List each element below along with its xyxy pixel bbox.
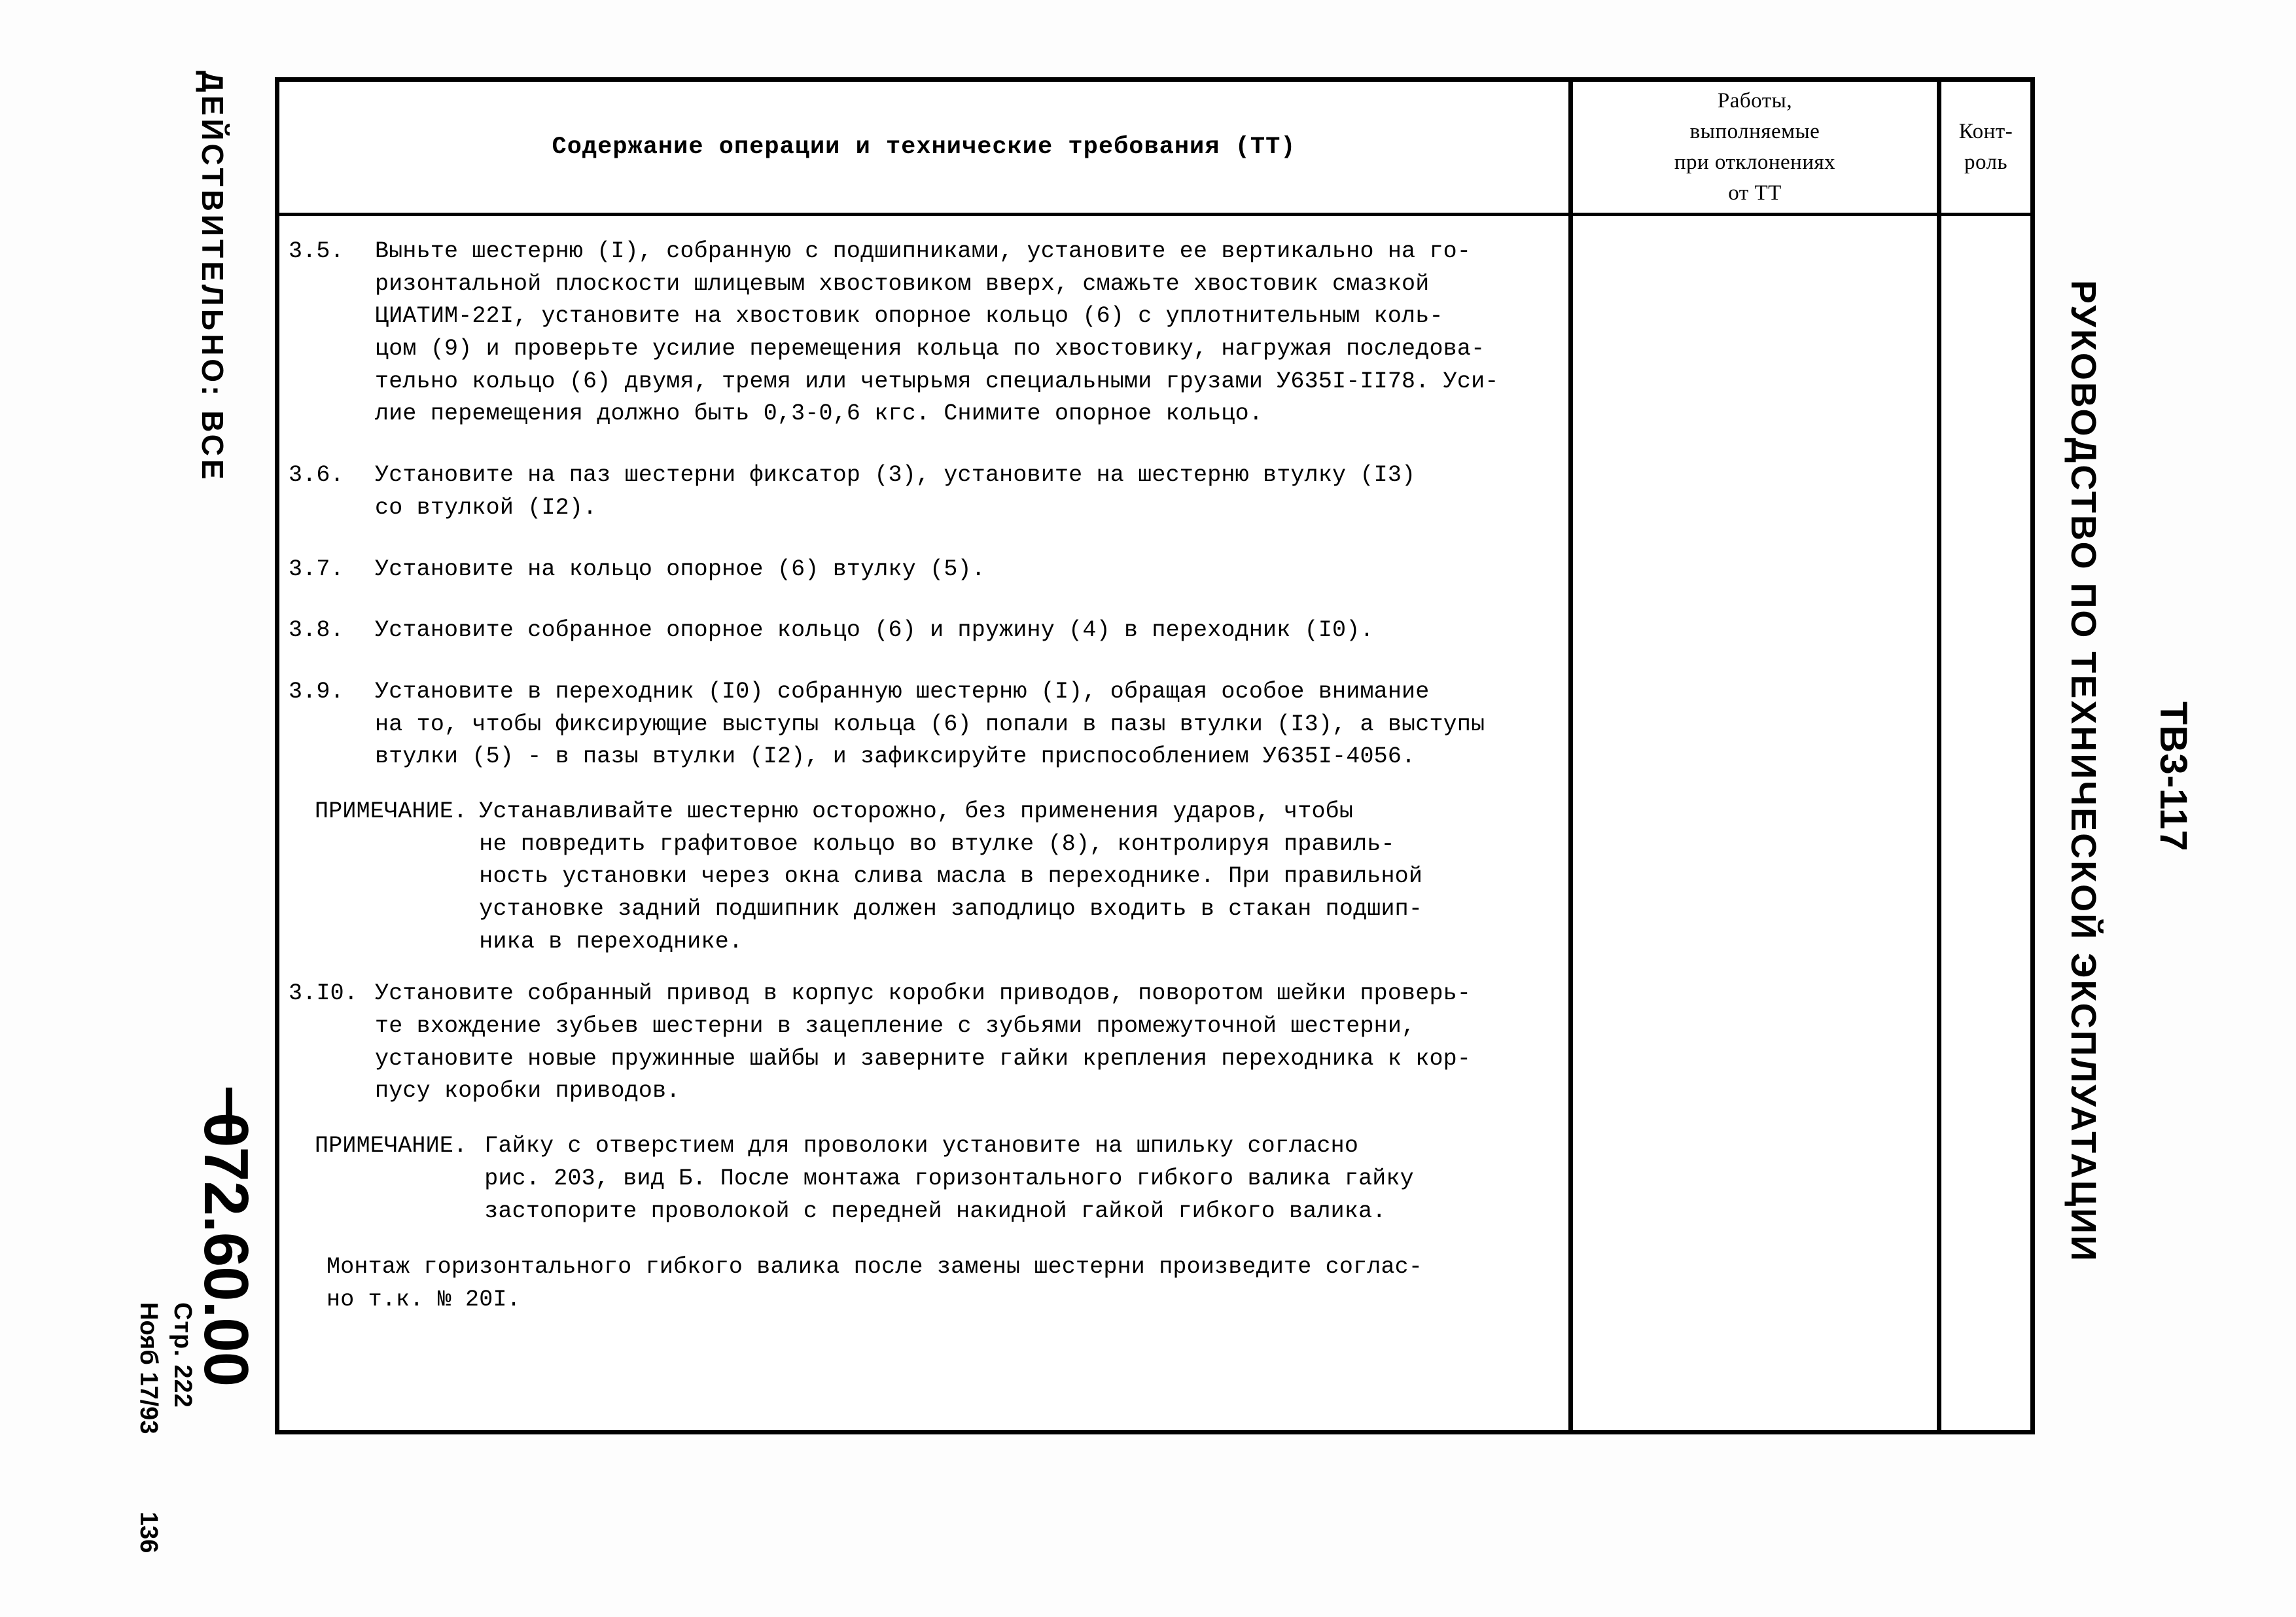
item-line: Установите на паз шестерни фиксатор (3), установите на шестерню втулку (I3) [375, 462, 1416, 489]
procedure-item-3-10 [289, 978, 1557, 1108]
table-header-row [279, 82, 2030, 216]
note-text [484, 1130, 1557, 1228]
closing-line: но т.к. № 20I. [327, 1286, 521, 1313]
note-line: установке задний подшипник должен заподлицо входить в стакан подшип- [479, 896, 1423, 922]
item-text [375, 676, 1557, 773]
item-line: Установите собранный привод в корпус коробки приводов, поворотом шейки проверь- [375, 980, 1472, 1007]
deviations-line-4: от ТТ [1728, 181, 1782, 205]
spacer [289, 667, 1557, 676]
deviations-line-1: Работы, [1717, 89, 1793, 113]
note-line: ность установки через окна слива масла в переходнике. При правильной [479, 863, 1423, 890]
procedure-item-3-5 [289, 236, 1557, 431]
procedure-item-3-8 [289, 614, 1557, 647]
column-header-deviations [1568, 82, 1941, 213]
note-first [289, 796, 1557, 958]
item-text [375, 459, 1557, 524]
spacer [289, 605, 1557, 614]
closing-paragraph [327, 1251, 1557, 1316]
column-header-deviations-label [1674, 86, 1835, 208]
item-line: Установите в переходник (I0) собранную шестерню (I), обращая особое внимание [375, 678, 1430, 705]
deviations-line-2: выполняемые [1689, 120, 1820, 144]
item-number: 3.I0. [289, 980, 359, 1007]
item-line: Установите собранное опорное кольцо (6) и пружину (4) в переходник (I0). [375, 617, 1374, 644]
cell-deviations [1568, 216, 1941, 1430]
item-number: 3.5. [289, 238, 344, 264]
note-line: Устанавливайте шестерню осторожно, без применения ударов, чтобы [479, 798, 1354, 825]
document-number: 072.60.00 [191, 1112, 261, 1387]
note-line: Гайку с отверстием для проволоки установите на шпильку согласно [484, 1133, 1359, 1160]
cell-content [279, 216, 1568, 1430]
column-header-control [1941, 82, 2030, 213]
procedure-item-3-7 [289, 554, 1557, 586]
note-line: застопорите проволокой с передней накидной гайкой гибкого валика. [484, 1198, 1386, 1224]
item-line: те вхождение зубьев шестерни в зацепление с зубьями промежуточной шестерни, [375, 1013, 1416, 1040]
column-header-content-label: Содержание операции и технические требования (ТТ) [552, 133, 1296, 161]
procedure-table [275, 77, 2035, 1434]
item-line: втулки (5) - в пазы втулки (I2), и зафиксируйте приспособлением У635I-4056. [375, 743, 1416, 770]
item-line: установите новые пружинные шайбы и заверните гайки крепления переходника к кор- [375, 1045, 1472, 1072]
spacer [289, 450, 1557, 459]
procedure-item-3-9 [289, 676, 1557, 773]
note-line: не повредить графитовое кольцо во втулке (8), контролируя правиль- [479, 830, 1395, 857]
deviations-line-3: при отклонениях [1674, 151, 1836, 174]
item-number: 3.7. [289, 556, 344, 582]
note-line: ника в переходнике. [479, 928, 743, 955]
cell-control [1941, 216, 2030, 1430]
item-text [375, 236, 1557, 431]
note-text [479, 796, 1557, 958]
note-second [289, 1130, 1557, 1228]
procedure-item-3-6 [289, 459, 1557, 524]
revision-date-label: Нояб 17/93 [135, 1302, 162, 1434]
item-line: со втулкой (I2). [375, 494, 597, 521]
item-line: цом (9) и проверьте усилие перемещения кольца по хвостовику, нагружая последова- [375, 336, 1485, 363]
control-line-1: Конт- [1958, 120, 2013, 144]
sheet-number-label: 136 [135, 1512, 162, 1554]
spacer [289, 544, 1557, 554]
item-text [375, 978, 1557, 1108]
note-label: ПРИМЕЧАНИЕ. [315, 1133, 468, 1160]
item-line: Установите на кольцо опорное (6) втулку (5). [375, 556, 985, 582]
column-header-content [279, 82, 1568, 213]
table-body-row [279, 216, 2030, 1430]
manual-title: РУКОВОДСТВО ПО ТЕХНИЧЕСКОЙ ЭКСПЛУАТАЦИИ [2064, 280, 2103, 1263]
item-line: Выньте шестерню (I), собранную с подшипниками, установите ее вертикально на го- [375, 238, 1472, 264]
engine-model-label: ТВ3-117 [2152, 702, 2195, 852]
applicability-label: ДЕЙСТВИТЕЛЬНО: ВСЕ [196, 71, 230, 483]
item-number: 3.6. [289, 462, 344, 489]
page-number-label: Стр. 222 [169, 1302, 196, 1408]
item-line: ризонтальной плоскости шлицевым хвостовиком вверх, смажьте хвостовик смазкой [375, 270, 1430, 297]
item-text [375, 614, 1557, 647]
closing-line: Монтаж горизонтального гибкого валика после замены шестерни произведите соглас- [327, 1254, 1423, 1281]
item-text [375, 554, 1557, 586]
item-number: 3.9. [289, 678, 344, 705]
item-number: 3.8. [289, 617, 344, 644]
item-line: пусу коробки приводов. [375, 1078, 680, 1105]
item-line: тельно кольцо (6) двумя, тремя или четырьмя специальными грузами У635I-II78. Уси- [375, 368, 1499, 395]
item-line: лие перемещения должно быть 0,3-0,6 кгс. Снимите опорное кольцо. [375, 400, 1263, 427]
note-label: ПРИМЕЧАНИЕ. [315, 798, 468, 825]
note-line: рис. 203, вид Б. После монтажа горизонтального гибкого валика гайку [484, 1165, 1414, 1192]
item-line: ЦИАТИМ-22I, установите на хвостовик опорное кольцо (6) с уплотнительным коль- [375, 303, 1443, 330]
control-line-2: роль [1964, 151, 2008, 174]
item-line: на то, чтобы фиксирующие выступы кольца (6) попали в пазы втулки (I3), а выступы [375, 711, 1485, 737]
column-header-control-label [1959, 116, 2013, 178]
